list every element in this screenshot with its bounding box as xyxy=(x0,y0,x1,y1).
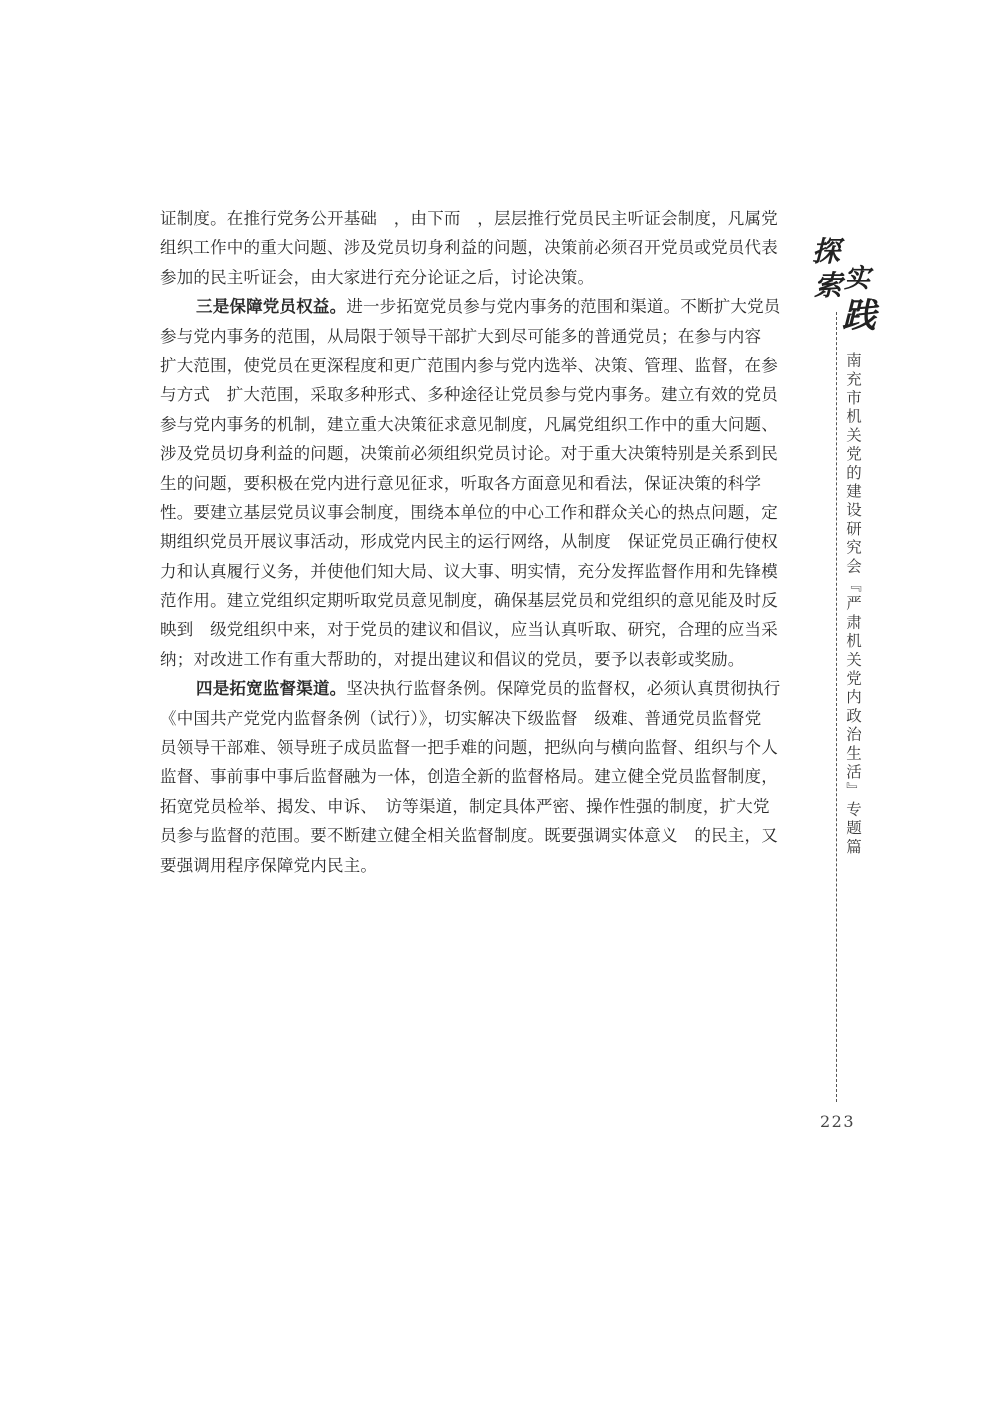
line-text: 与方式 扩大范围，采取多种形式、多种途径让党员参与党内事务。建立有效的党员 xyxy=(160,385,778,405)
line-text: 涉及党员切身利益的问题，决策前必须组织党员讨论。对于重大决策特别是关系到民 xyxy=(160,444,778,464)
text-line xyxy=(160,733,790,762)
line-text: 坚决执行监督条例。保障党员的监督权，必须认真贯彻执行 xyxy=(346,679,781,699)
paragraph-heading: 四是拓宽监督渠道。 xyxy=(196,679,347,699)
text-line xyxy=(160,233,790,262)
text-line xyxy=(160,322,790,351)
text-line xyxy=(160,586,790,615)
logo-char-jian: 践 xyxy=(842,296,876,336)
text-line xyxy=(160,704,790,733)
text-line xyxy=(160,615,790,644)
line-text: 要强调用程序保障党内民主。 xyxy=(160,855,378,875)
text-line xyxy=(160,380,790,409)
text-line xyxy=(160,557,790,586)
text-line xyxy=(160,821,790,850)
sidebar-logo xyxy=(812,228,874,340)
line-text: 映到 级党组织中来，对于党员的建议和倡议，应当认真听取、研究，合理的应当采 xyxy=(160,620,778,640)
logo-char-tan: 探 xyxy=(812,235,841,268)
text-line xyxy=(160,792,790,821)
text-line xyxy=(160,762,790,791)
line-text: 期组织党员开展议事活动，形成党内民主的运行网络，从制度 保证党员正确行使权 xyxy=(160,532,778,552)
paragraph-heading: 三是保障党员权益。 xyxy=(196,297,347,317)
text-line xyxy=(160,351,790,380)
text-line xyxy=(160,439,790,468)
text-line xyxy=(160,469,790,498)
line-text: 拓宽党员检举、揭发、申诉、 访等渠道，制定具体严密、操作性强的制度，扩大党 xyxy=(160,796,770,816)
logo-char-shi: 实 xyxy=(844,264,871,294)
text-line xyxy=(160,674,790,703)
line-text: 员参与监督的范围。要不断建立健全相关监督制度。既要强调实体意义 的民主，又 xyxy=(160,826,778,846)
line-text: 监督、事前事中事后监督融为一体，创造全新的监督格局。建立健全党员监督制度， xyxy=(160,767,778,787)
line-text: 进一步拓宽党员参与党内事务的范围和渠道。不断扩大党员 xyxy=(346,297,781,317)
line-text: 参加的民主听证会，由大家进行充分论证之后，讨论决策。 xyxy=(160,267,595,287)
text-line xyxy=(160,204,790,233)
line-text: 性。要建立基层党员议事会制度，围绕本单位的中心工作和群众关心的热点问题，定 xyxy=(160,502,778,522)
body-text xyxy=(160,204,790,880)
text-line xyxy=(160,527,790,556)
text-line xyxy=(160,851,790,880)
line-text: 参与党内事务的范围，从局限于领导干部扩大到尽可能多的普通党员；在参与内容 xyxy=(160,326,762,346)
logo-char-suo: 索 xyxy=(814,269,843,302)
text-line xyxy=(160,498,790,527)
page-number: 223 xyxy=(820,1112,856,1131)
line-text: 《中国共产党党内监督条例（试行）》，切实解决下级监督 级难、普通党员监督党 xyxy=(160,708,762,728)
line-text: 纳；对改进工作有重大帮助的，对提出建议和倡议的党员，要予以表彰或奖励。 xyxy=(160,649,745,669)
text-line xyxy=(160,292,790,321)
line-text: 扩大范围，使党员在更深程度和更广范围内参与党内选举、决策、管理、监督，在参 xyxy=(160,355,778,375)
line-text: 参与党内事务的机制，建立重大决策征求意见制度，凡属党组织工作中的重大问题、 xyxy=(160,414,778,434)
line-text: 员领导干部难、领导班子成员监督一把手难的问题，把纵向与横向监督、组织与个人 xyxy=(160,738,778,758)
sidebar-section-title: 南充市机关党的建设研究会『严肃机关党内政治生活』专题篇 xyxy=(844,352,862,857)
line-text: 力和认真履行义务，并使他们知大局、议大事、明实情，充分发挥监督作用和先锋模 xyxy=(160,561,778,581)
text-line xyxy=(160,410,790,439)
text-line xyxy=(160,645,790,674)
line-text: 范作用。建立党组织定期听取党员意见制度，确保基层党员和党组织的意见能及时反 xyxy=(160,591,778,611)
sidebar-dashed-rule xyxy=(836,312,837,1102)
line-text: 生的问题，要积极在党内进行意见征求，听取各方面意见和看法，保证决策的科学 xyxy=(160,473,762,493)
line-text: 证制度。在推行党务公开基础 ，由下而 ，层层推行党员民主听证会制度，凡属党 xyxy=(160,209,778,228)
text-line xyxy=(160,263,790,292)
line-text: 组织工作中的重大问题、涉及党员切身利益的问题，决策前必须召开党员或党员代表 xyxy=(160,238,778,258)
